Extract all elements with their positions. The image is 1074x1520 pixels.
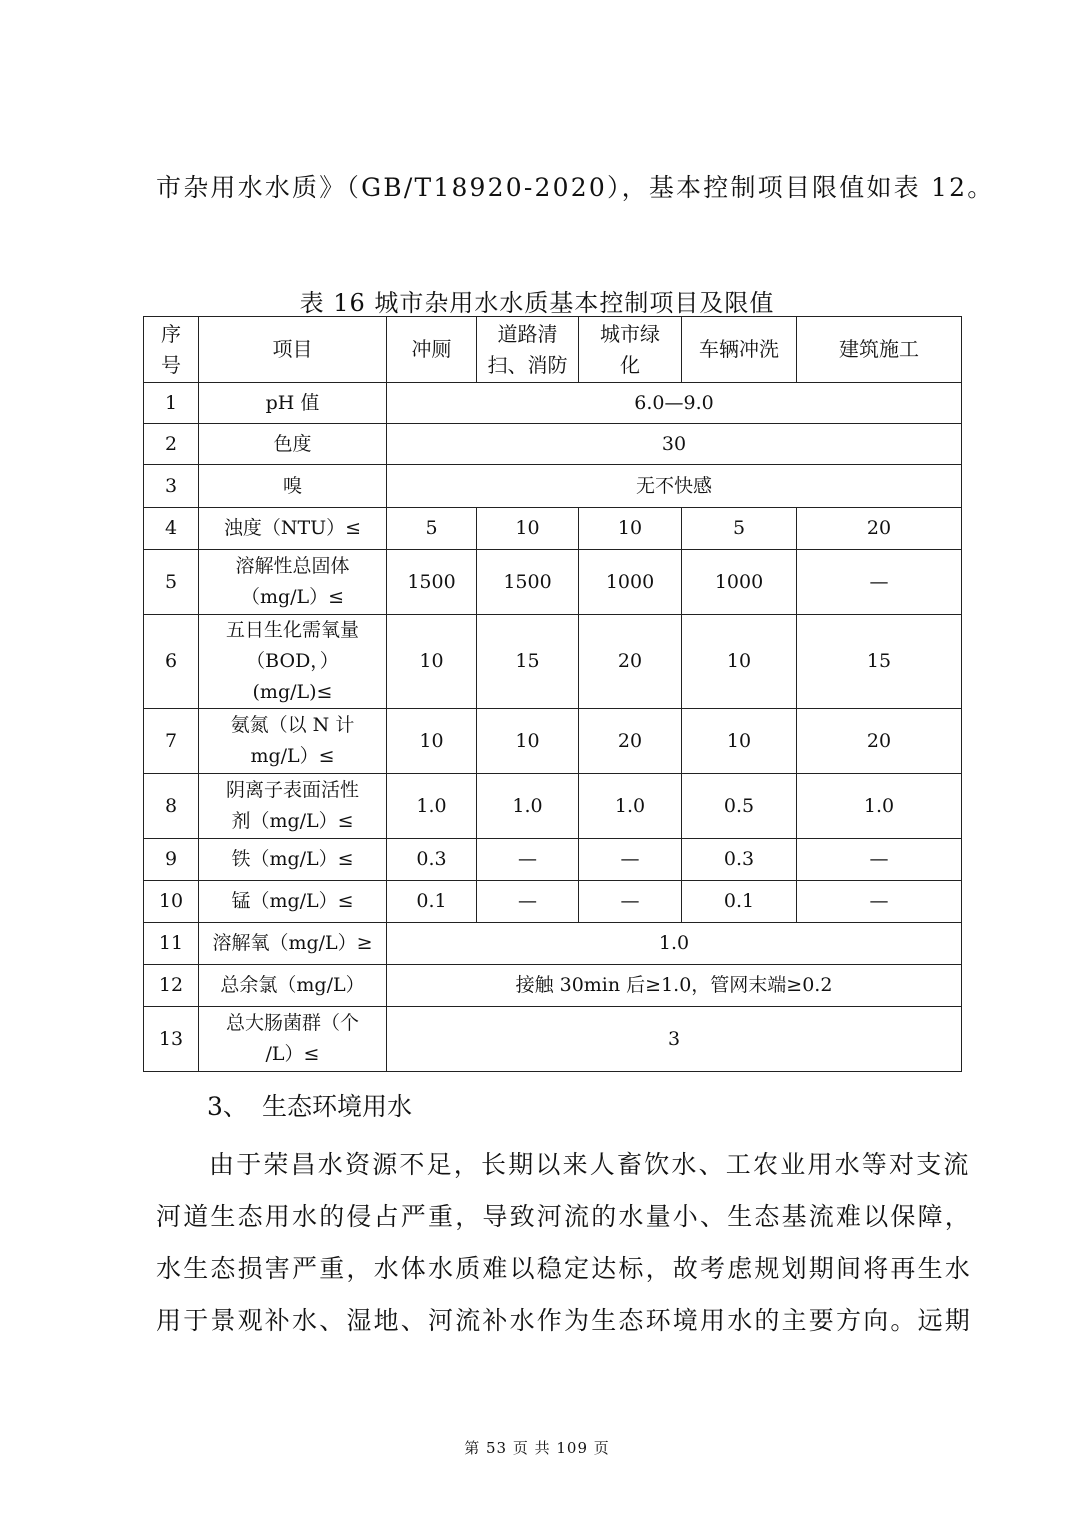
row-number: 1 (144, 383, 199, 424)
row-number: 12 (144, 965, 199, 1007)
row-value: 20 (579, 709, 682, 774)
row-value: — (579, 881, 682, 923)
table-row (144, 508, 962, 550)
row-value: 1500 (477, 550, 579, 615)
water-quality-table (143, 316, 962, 1072)
table-row (144, 424, 962, 465)
table-row (144, 550, 962, 615)
row-value: 10 (477, 508, 579, 550)
row-item: pH 值 (199, 383, 387, 424)
row-value: — (797, 550, 962, 615)
section-heading (207, 1087, 412, 1123)
table-header-row (144, 317, 962, 383)
row-merged-value: 3 (387, 1007, 962, 1072)
intro-line: 市杂用水水质》（GB/T18920-2020），基本控制项目限值如表 12。 (156, 173, 995, 202)
table-row (144, 881, 962, 923)
row-value: 10 (477, 709, 579, 774)
row-number: 3 (144, 465, 199, 508)
row-value: 1500 (387, 550, 477, 615)
row-number: 10 (144, 881, 199, 923)
row-value: 0.1 (682, 881, 797, 923)
row-number: 4 (144, 508, 199, 550)
row-merged-value: 无不快感 (387, 465, 962, 508)
table-row (144, 1007, 962, 1072)
paragraph-line: 由于荣昌水资源不足，长期以来人畜饮水、工农业用水等对支流 (209, 1150, 971, 1179)
row-item: 溶解氧（mg/L）≥ (199, 923, 387, 965)
row-item: 锰（mg/L）≤ (199, 881, 387, 923)
row-value: 0.3 (682, 839, 797, 881)
row-value: 10 (579, 508, 682, 550)
row-value: — (477, 881, 579, 923)
table-row (144, 465, 962, 508)
row-merged-value: 1.0 (387, 923, 962, 965)
row-merged-value: 30 (387, 424, 962, 465)
row-value: — (477, 839, 579, 881)
row-value: — (797, 839, 962, 881)
row-value: 20 (797, 508, 962, 550)
section-number: 3、 (207, 1092, 248, 1121)
row-number: 2 (144, 424, 199, 465)
table-row (144, 709, 962, 774)
row-number: 7 (144, 709, 199, 774)
row-value: 5 (387, 508, 477, 550)
row-value: 1.0 (387, 774, 477, 839)
row-item: 溶解性总固体 （mg/L）≤ (199, 550, 387, 615)
row-item: 总余氯（mg/L） (199, 965, 387, 1007)
row-item: 五日生化需氧量 （BOD，） (mg/L)≤ (199, 615, 387, 709)
table-row (144, 383, 962, 424)
row-item: 铁（mg/L）≤ (199, 839, 387, 881)
row-item: 色度 (199, 424, 387, 465)
header-greening: 城市绿 化 (579, 317, 682, 383)
paragraph-line: 水生态损害严重，水体水质难以稳定达标，故考虑规划期间将再生水 (156, 1254, 973, 1283)
row-number: 5 (144, 550, 199, 615)
header-item: 项目 (199, 317, 387, 383)
row-value: 5 (682, 508, 797, 550)
header-road: 道路清 扫、消防 (477, 317, 579, 383)
row-item: 浊度（NTU）≤ (199, 508, 387, 550)
row-value: 15 (797, 615, 962, 709)
header-toilet: 冲厕 (387, 317, 477, 383)
row-merged-value: 6.0—9.0 (387, 383, 962, 424)
row-value: 10 (387, 615, 477, 709)
table-row (144, 615, 962, 709)
header-no: 序 号 (144, 317, 199, 383)
row-value: 20 (579, 615, 682, 709)
table-row (144, 965, 962, 1007)
page-footer: 第 53 页 共 109 页 (464, 1439, 610, 1457)
row-value: 10 (682, 709, 797, 774)
table-caption: 表 16 城市杂用水水质基本控制项目及限值 (299, 289, 775, 317)
section-title: 生态环境用水 (262, 1092, 413, 1121)
row-number: 8 (144, 774, 199, 839)
row-value: 0.3 (387, 839, 477, 881)
row-value: 0.5 (682, 774, 797, 839)
row-value: 1000 (682, 550, 797, 615)
row-number: 9 (144, 839, 199, 881)
row-item: 嗅 (199, 465, 387, 508)
paragraph-line: 河道生态用水的侵占严重，导致河流的水量小、生态基流难以保障， (156, 1202, 973, 1231)
paragraph-line: 用于景观补水、湿地、河流补水作为生态环境用水的主要方向。远期 (156, 1306, 973, 1335)
row-value: 1.0 (797, 774, 962, 839)
header-vehicle: 车辆冲洗 (682, 317, 797, 383)
row-value: 1.0 (477, 774, 579, 839)
row-value: — (579, 839, 682, 881)
table-row (144, 774, 962, 839)
row-number: 13 (144, 1007, 199, 1072)
row-number: 6 (144, 615, 199, 709)
row-item: 总大肠菌群（个 /L）≤ (199, 1007, 387, 1072)
table-row (144, 839, 962, 881)
row-item: 氨氮（以 N 计 mg/L）≤ (199, 709, 387, 774)
row-value: 10 (387, 709, 477, 774)
row-merged-value: 接触 30min 后≥1.0，管网末端≥0.2 (387, 965, 962, 1007)
row-value: 20 (797, 709, 962, 774)
row-value: 1.0 (579, 774, 682, 839)
row-item: 阴离子表面活性 剂（mg/L）≤ (199, 774, 387, 839)
row-value: 0.1 (387, 881, 477, 923)
row-value: 10 (682, 615, 797, 709)
row-number: 11 (144, 923, 199, 965)
row-value: — (797, 881, 962, 923)
table-row (144, 923, 962, 965)
row-value: 15 (477, 615, 579, 709)
header-construction: 建筑施工 (797, 317, 962, 383)
row-value: 1000 (579, 550, 682, 615)
